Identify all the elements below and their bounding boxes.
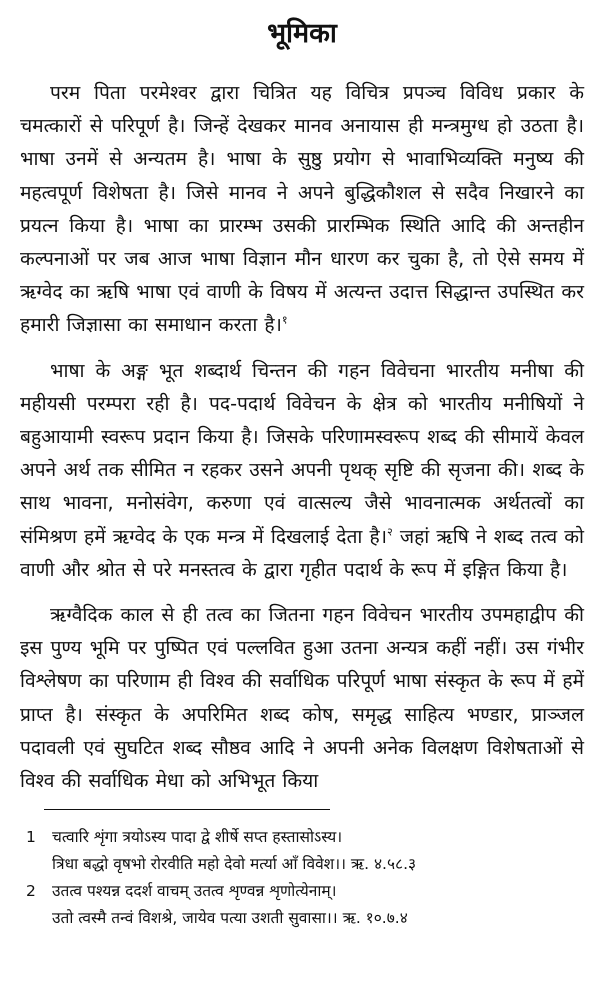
page-title: भूमिका bbox=[267, 18, 337, 49]
footnote-ref-2: २ bbox=[386, 525, 393, 539]
paragraph-3 bbox=[20, 598, 584, 797]
footnote-1-number: 1 bbox=[26, 828, 36, 847]
footnote-1-line-2: त्रिधा बद्धो वृषभो रोरवीति महो देवो मर्त्या आँ विवेश।। ऋ. ४.५८.३ bbox=[52, 855, 417, 874]
paragraph-2-text: भाषा के अङ्ग भूत शब्दार्थ चिन्तन की गहन विवेचना भारतीय मनीषा की महीयसी परम्परा रही है। पद-पदार्थ विवेचन के क्षेत्र को भारतीय मनीषियों ने बहुआयामी स्वरूप प्रदान किया है। जिसके परिणामस्वरूप शब्द की सीमायें केवल अपने अर्थ तक सीमित न रहकर उसने अपनी पृथक् सृष्टि की सृजना की। शब्द के साथ भावना, मनोसंवेग, करुणा एवं वात्सल्य जैसे भावनात्मक अर्थतत्वों का संमिश्रण हमें ऋग्वेद के एक मन्त्र में दिखलाई देता है। bbox=[20, 358, 584, 548]
footnote-divider bbox=[44, 809, 330, 810]
paragraph-2 bbox=[20, 354, 584, 586]
footnote-1 bbox=[20, 824, 584, 878]
footnote-2 bbox=[20, 878, 584, 932]
footnote-2-line-1: उतत्व पश्यन्न ददर्श वाचम् उतत्व शृण्वन्न शृणोत्येनाम्। bbox=[52, 882, 337, 901]
paragraph-3-text: ऋग्वैदिक काल से ही तत्व का जितना गहन विवेचन भारतीय उपमहाद्वीप की इस पुण्य भूमि पर पुष्पित एवं पल्लवित हुआ उतना अन्यत्र कहीं नहीं। उस गंभीर विश्लेषण का परिणाम ही विश्व की सर्वाधिक परिपूर्ण भाषा संस्कृत के रूप में हमें प्राप्त है। संस्कृत के अपरिमित शब्द कोष, समृद्ध साहित्य भण्डार, प्राञ्जल पदावली एवं सुघटित शब्द सौष्ठव आदि ने अपनी अनेक विलक्षण विशेषताओं से विश्व की सर्वाधिक मेधा को अभिभूत किया bbox=[20, 603, 584, 793]
paragraph-2-text-continued: जहां ऋषि ने शब्द तत्व को वाणी और श्रोत से परे मनस्तत्व के द्वारा गृहीत पदार्थ के रूप में इङ्गित किया है। bbox=[20, 524, 584, 581]
footnote-2-number: 2 bbox=[26, 882, 36, 901]
paragraph-1-text: परम पिता परमेश्वर द्वारा चित्रित यह विचित्र प्रपञ्च विविध प्रकार के चमत्कारों से परिपूर्ण है। जिन्हें देखकर मानव अनायास ही मन्त्रमुग्ध हो उठता है। भाषा उनमें से अन्यतम है। भाषा के सुष्ठु प्रयोग से भावाभिव्यक्ति मनुष्य की महत्वपूर्ण विशेषता है। जिसे मानव ने अपने बुद्धिकौशल से सदैव निखारने का प्रयत्न किया है। भाषा का प्रारम्भ उसकी प्रारम्भिक स्थिति आदि की अन्तहीन कल्पनाओं पर जब आज भाषा विज्ञान मौन धारण कर चुका है, तो ऐसे समय में ऋग्वेद का ऋषि भाषा एवं वाणी के विषय में अत्यन्त उदात्त सिद्धान्त उपस्थित कर हमारी जिज्ञासा का समाधान करता है। bbox=[20, 81, 584, 337]
footnote-2-line-2: उतो त्वस्मै तन्वं विशश्रे, जायेव पत्या उशती सुवासा।। ऋ. १०.७.४ bbox=[52, 909, 408, 928]
footnote-ref-1: १ bbox=[281, 314, 288, 328]
paragraph-1 bbox=[20, 76, 584, 342]
footnote-1-line-1: चत्वारि शृंगा त्रयोऽस्य पादा द्वे शीर्षे सप्त हस्तासोऽस्य। bbox=[52, 828, 343, 847]
